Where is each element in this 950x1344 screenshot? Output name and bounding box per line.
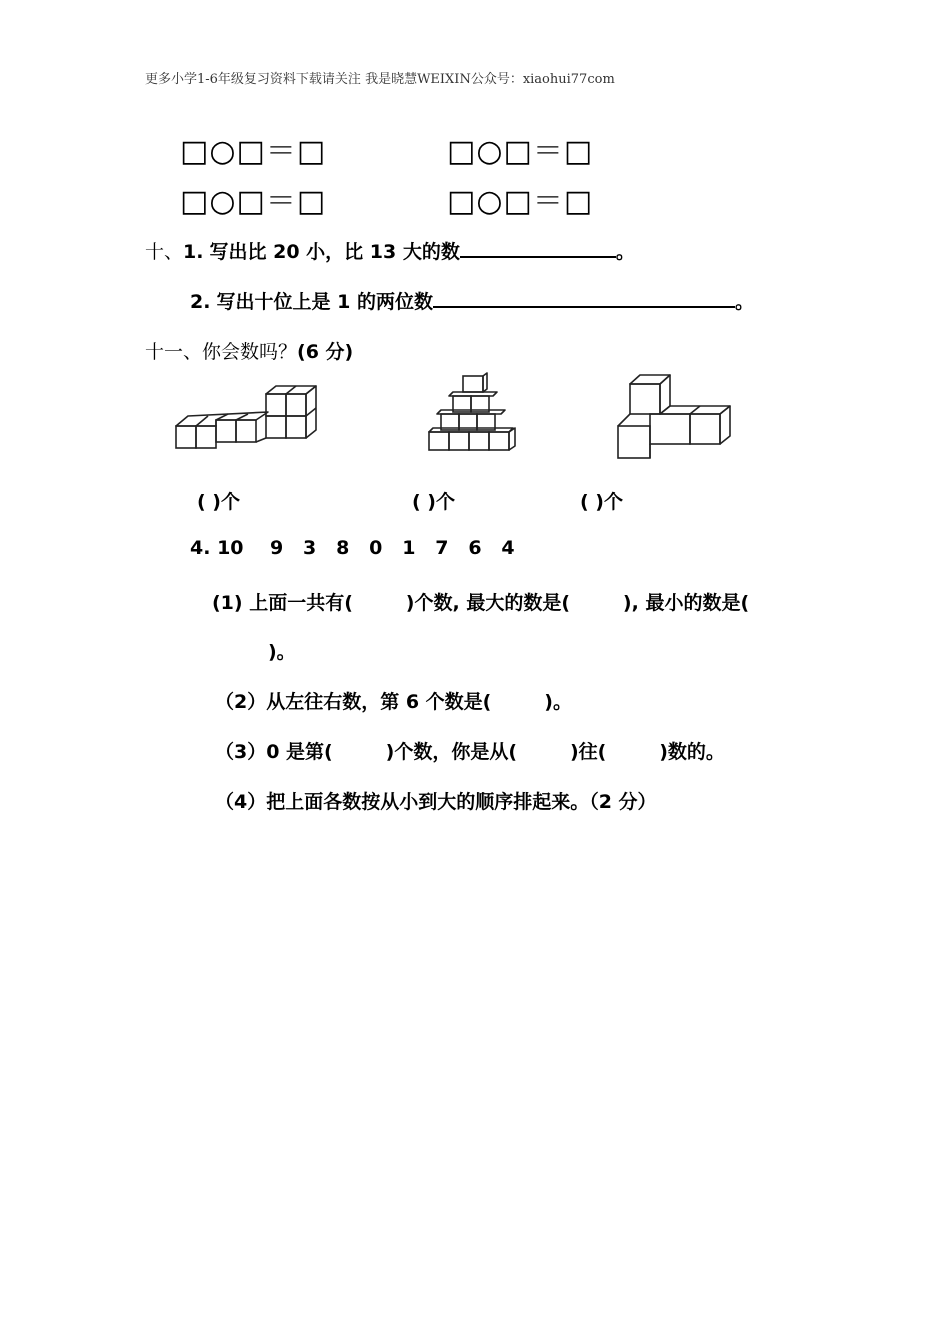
q4-label: 4. [190, 537, 211, 559]
section10-q1 [145, 237, 635, 264]
section10-label: 十、 [145, 241, 184, 263]
q4-sub3: （3）0 是第( )个数，你是从( )往( )数的。 [215, 741, 725, 763]
equation-template-3: □○□＝□ [180, 184, 327, 219]
header-note: 更多小学1-6年级复习资料下载请关注 我是晓慧WEIXIN公众号：xiaohui77com [145, 72, 615, 87]
q4-numbers: 10 9 3 8 0 1 7 6 4 [217, 537, 515, 559]
q2-number: 2. [190, 291, 211, 313]
equation-template-2: □○□＝□ [447, 134, 594, 169]
q1-number: 1. [183, 241, 204, 263]
q4-numbers-line [190, 537, 515, 559]
q4-sub4: （4）把上面各数按从小到大的顺序排起来。（2 分） [215, 791, 657, 813]
q4-sub1-line1: (1) 上面一共有( )个数, 最大的数是( ), 最小的数是( [212, 592, 750, 614]
q1-text: 写出比 20 小，比 13 大的数 [209, 241, 460, 263]
count-blank-3[interactable]: ( )个 [580, 491, 623, 513]
q4-sub2: （2）从左往右数，第 6 个数是( )。 [215, 691, 572, 713]
section11-title-text: 十一、你会数吗？ [145, 341, 298, 363]
cube-figure-3 [612, 370, 737, 462]
count-blank-1[interactable]: ( )个 [197, 491, 240, 513]
q2-text: 写出十位上是 1 的两位数 [216, 291, 433, 313]
section10-q2 [190, 287, 754, 314]
equation-template-4: □○□＝□ [447, 184, 594, 219]
q1-end: 。 [615, 241, 635, 263]
section11-title [145, 337, 353, 364]
equation-template-1: □○□＝□ [180, 134, 327, 169]
cube-figure-1 [170, 380, 330, 455]
q2-end: 。 [734, 291, 754, 313]
section11-score: (6 分) [297, 341, 354, 363]
cube-figure-2 [425, 372, 520, 454]
q4-sub1-line2: )。 [268, 641, 296, 663]
q2-answer-blank[interactable] [433, 305, 735, 308]
q1-answer-blank[interactable] [460, 255, 616, 258]
count-blank-2[interactable]: ( )个 [412, 491, 455, 513]
